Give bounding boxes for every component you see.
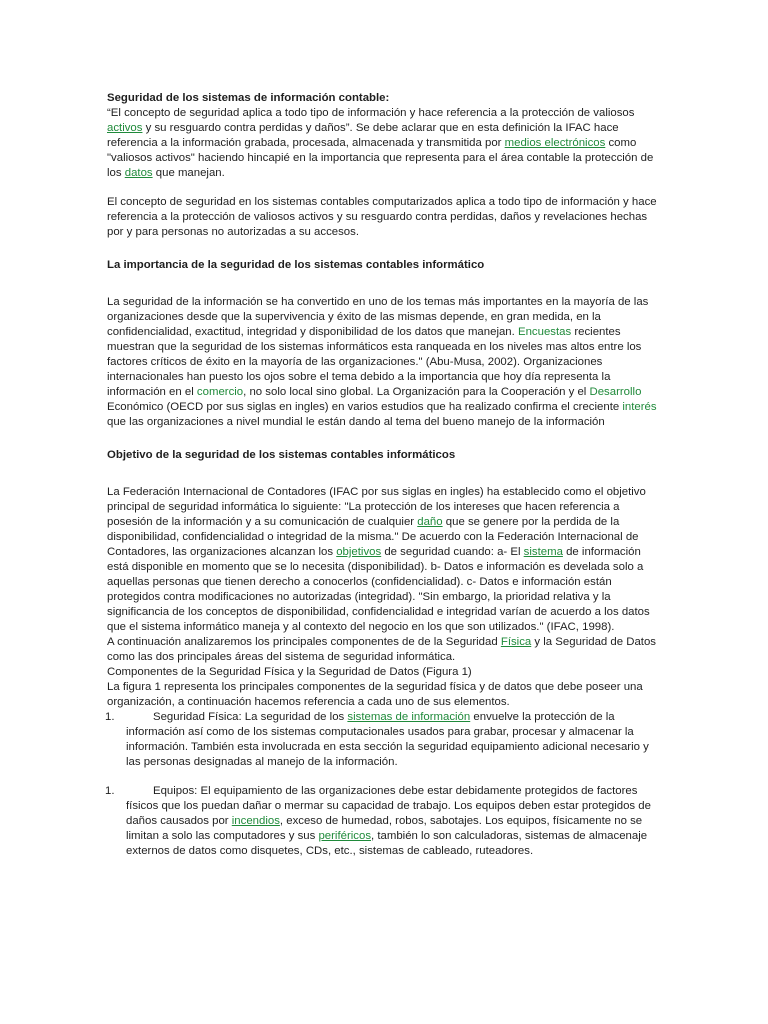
paragraph-componentes-intro: A continuación analizaremos los principales componentes de de la Seguridad Física y la Seguridad de Datos como las dos principales áreas del sistema de seguridad informática.	[107, 636, 656, 663]
list-marker: 1.	[105, 711, 115, 723]
link-objetivos[interactable]: objetivos	[336, 546, 382, 558]
link-datos[interactable]: datos	[124, 167, 153, 179]
paragraph-concepto-seguridad: El concepto de seguridad en los sistemas contables computarizados aplica a todo tipo de información y hace referencia a la protección de valiosos activos y su resguardo contra perdidas, daños y revelaciones hechas por y para personas no autorizadas a su accesos.	[107, 196, 657, 238]
paragraph-componentes-figura: Componentes de la Seguridad Física y la Seguridad de Datos (Figura 1)	[107, 666, 472, 678]
link-sistema[interactable]: sistema	[523, 546, 563, 558]
list-marker: 1.	[105, 785, 115, 797]
section-title-importancia: La importancia de la seguridad de los sistemas contables informático	[107, 259, 485, 271]
paragraph-ifac-definition: “El concepto de seguridad aplica a todo tipo de información y hace referencia a la protección de valiosos activos y su resguardo contra perdidas y daños”. Se debe aclarar que en esta definición la IFAC hace referencia a la información grabada, procesada, almacenada y transmitida por medios electrónicos como "valiosos activos" haciendo hincapié en la importancia que representa para el área contable la protección de los datos que manejan.	[107, 107, 654, 179]
list-item-seguridad-fisica: 1. Seguridad Física: La seguridad de los sistemas de información envuelve la protección de la información así como de los sistemas computacionales usados para grabar, procesar y almacenar la información. También esta involucrada en esta sección la seguridad equipamiento adicional necesario y las personas designadas al manejo de la información.	[105, 711, 649, 768]
link-encuestas[interactable]: Encuestas	[517, 326, 572, 338]
link-medios-electronicos[interactable]: medios electrónicos	[504, 137, 606, 149]
link-interes[interactable]: interés	[622, 401, 657, 413]
list-item-equipos: 1. Equipos: El equipamiento de las organizaciones debe estar debidamente protegidos de factores físicos que los puedan dañar o mermar su capacidad de trabajo. Los equipos deben estar protegidos de daños causados por incendios, exceso de humedad, robos, sabotajes. Los equipos, físicamente no se limitan a solo las computadores y sus periféricos, también lo son calculadoras, sistemas de almacenaje externos de datos como disquetes, CDs, etc., sistemas de cableado, ruteadores.	[105, 785, 651, 857]
paragraph-importancia: La seguridad de la información se ha convertido en uno de los temas más importantes en la mayoría de las organizaciones desde que la supervivencia y éxito de las mismas depende, en gran medida, en la confidencialidad, exactitud, integridad y disponibilidad de los datos que manejan. Encuestas recientes muestran que la seguridad de los sistemas informáticos esta ranqueada en los niveles mas altos entre los factores críticos de éxito en la mayoría de las organizaciones." (Abu-Musa, 2002). Organizaciones internacionales han puesto los ojos sobre el tema debido a la importancia que hoy día representa la información en el comercio, no solo local sino global. La Organización para la Cooperación y el Desarrollo Económico (OECD por sus siglas en ingles) en varios estudios que ha realizado confirma el creciente interés que las organizaciones a nivel mundial le están dando al tema del bueno manejo de la información	[107, 296, 657, 428]
link-sistemas-de-informacion[interactable]: sistemas de información	[347, 711, 471, 723]
link-activos[interactable]: activos	[107, 122, 143, 134]
document-body	[107, 91, 663, 859]
paragraph-figura-descripcion: La figura 1 representa los principales componentes de la seguridad física y de datos que debe poseer una organización, a continuación hacemos referencia a cada uno de sus elementos.	[107, 681, 643, 708]
section-title-seguridad: Seguridad de los sistemas de información contable:	[107, 92, 390, 104]
link-incendios[interactable]: incendios	[231, 815, 280, 827]
link-fisica[interactable]: Física	[500, 636, 532, 648]
paragraph-objetivo: La Federación Internacional de Contadores (IFAC por sus siglas en ingles) ha establecido como el objetivo principal de seguridad informática lo siguiente: "La protección de los intereses que hacen referencia a posesión de la información y a su comunicación de cualquier daño que se genere por la perdida de la disponibilidad, confidencialidad o integridad de la misma." De acuerdo con la Federación Internacional de Contadores, las organizaciones alcanzan los objetivos de seguridad cuando: a- El sistema de información está disponible en momento que se lo necesita (disponibilidad). b- Datos e información es develada solo a aquellas personas que tienen derecho a conocerlos (confidencialidad). c- Datos e información están protegidos contra modificaciones no autorizadas (integridad). "Sin embargo, la prioridad relativa y la significancia de los conceptos de disponibilidad, confidencialidad e integridad varían de acuerdo a los datos que el sistema informático maneja y al contexto del negocio en los que son utilizados." (IFAC, 1998).	[107, 486, 650, 633]
link-perifericos[interactable]: periféricos	[318, 830, 372, 842]
section-title-objetivo: Objetivo de la seguridad de los sistemas contables informáticos	[107, 449, 456, 461]
link-dano[interactable]: daño	[417, 516, 443, 528]
link-desarrollo[interactable]: Desarrollo	[589, 386, 642, 398]
link-comercio[interactable]: comercio	[196, 386, 244, 398]
